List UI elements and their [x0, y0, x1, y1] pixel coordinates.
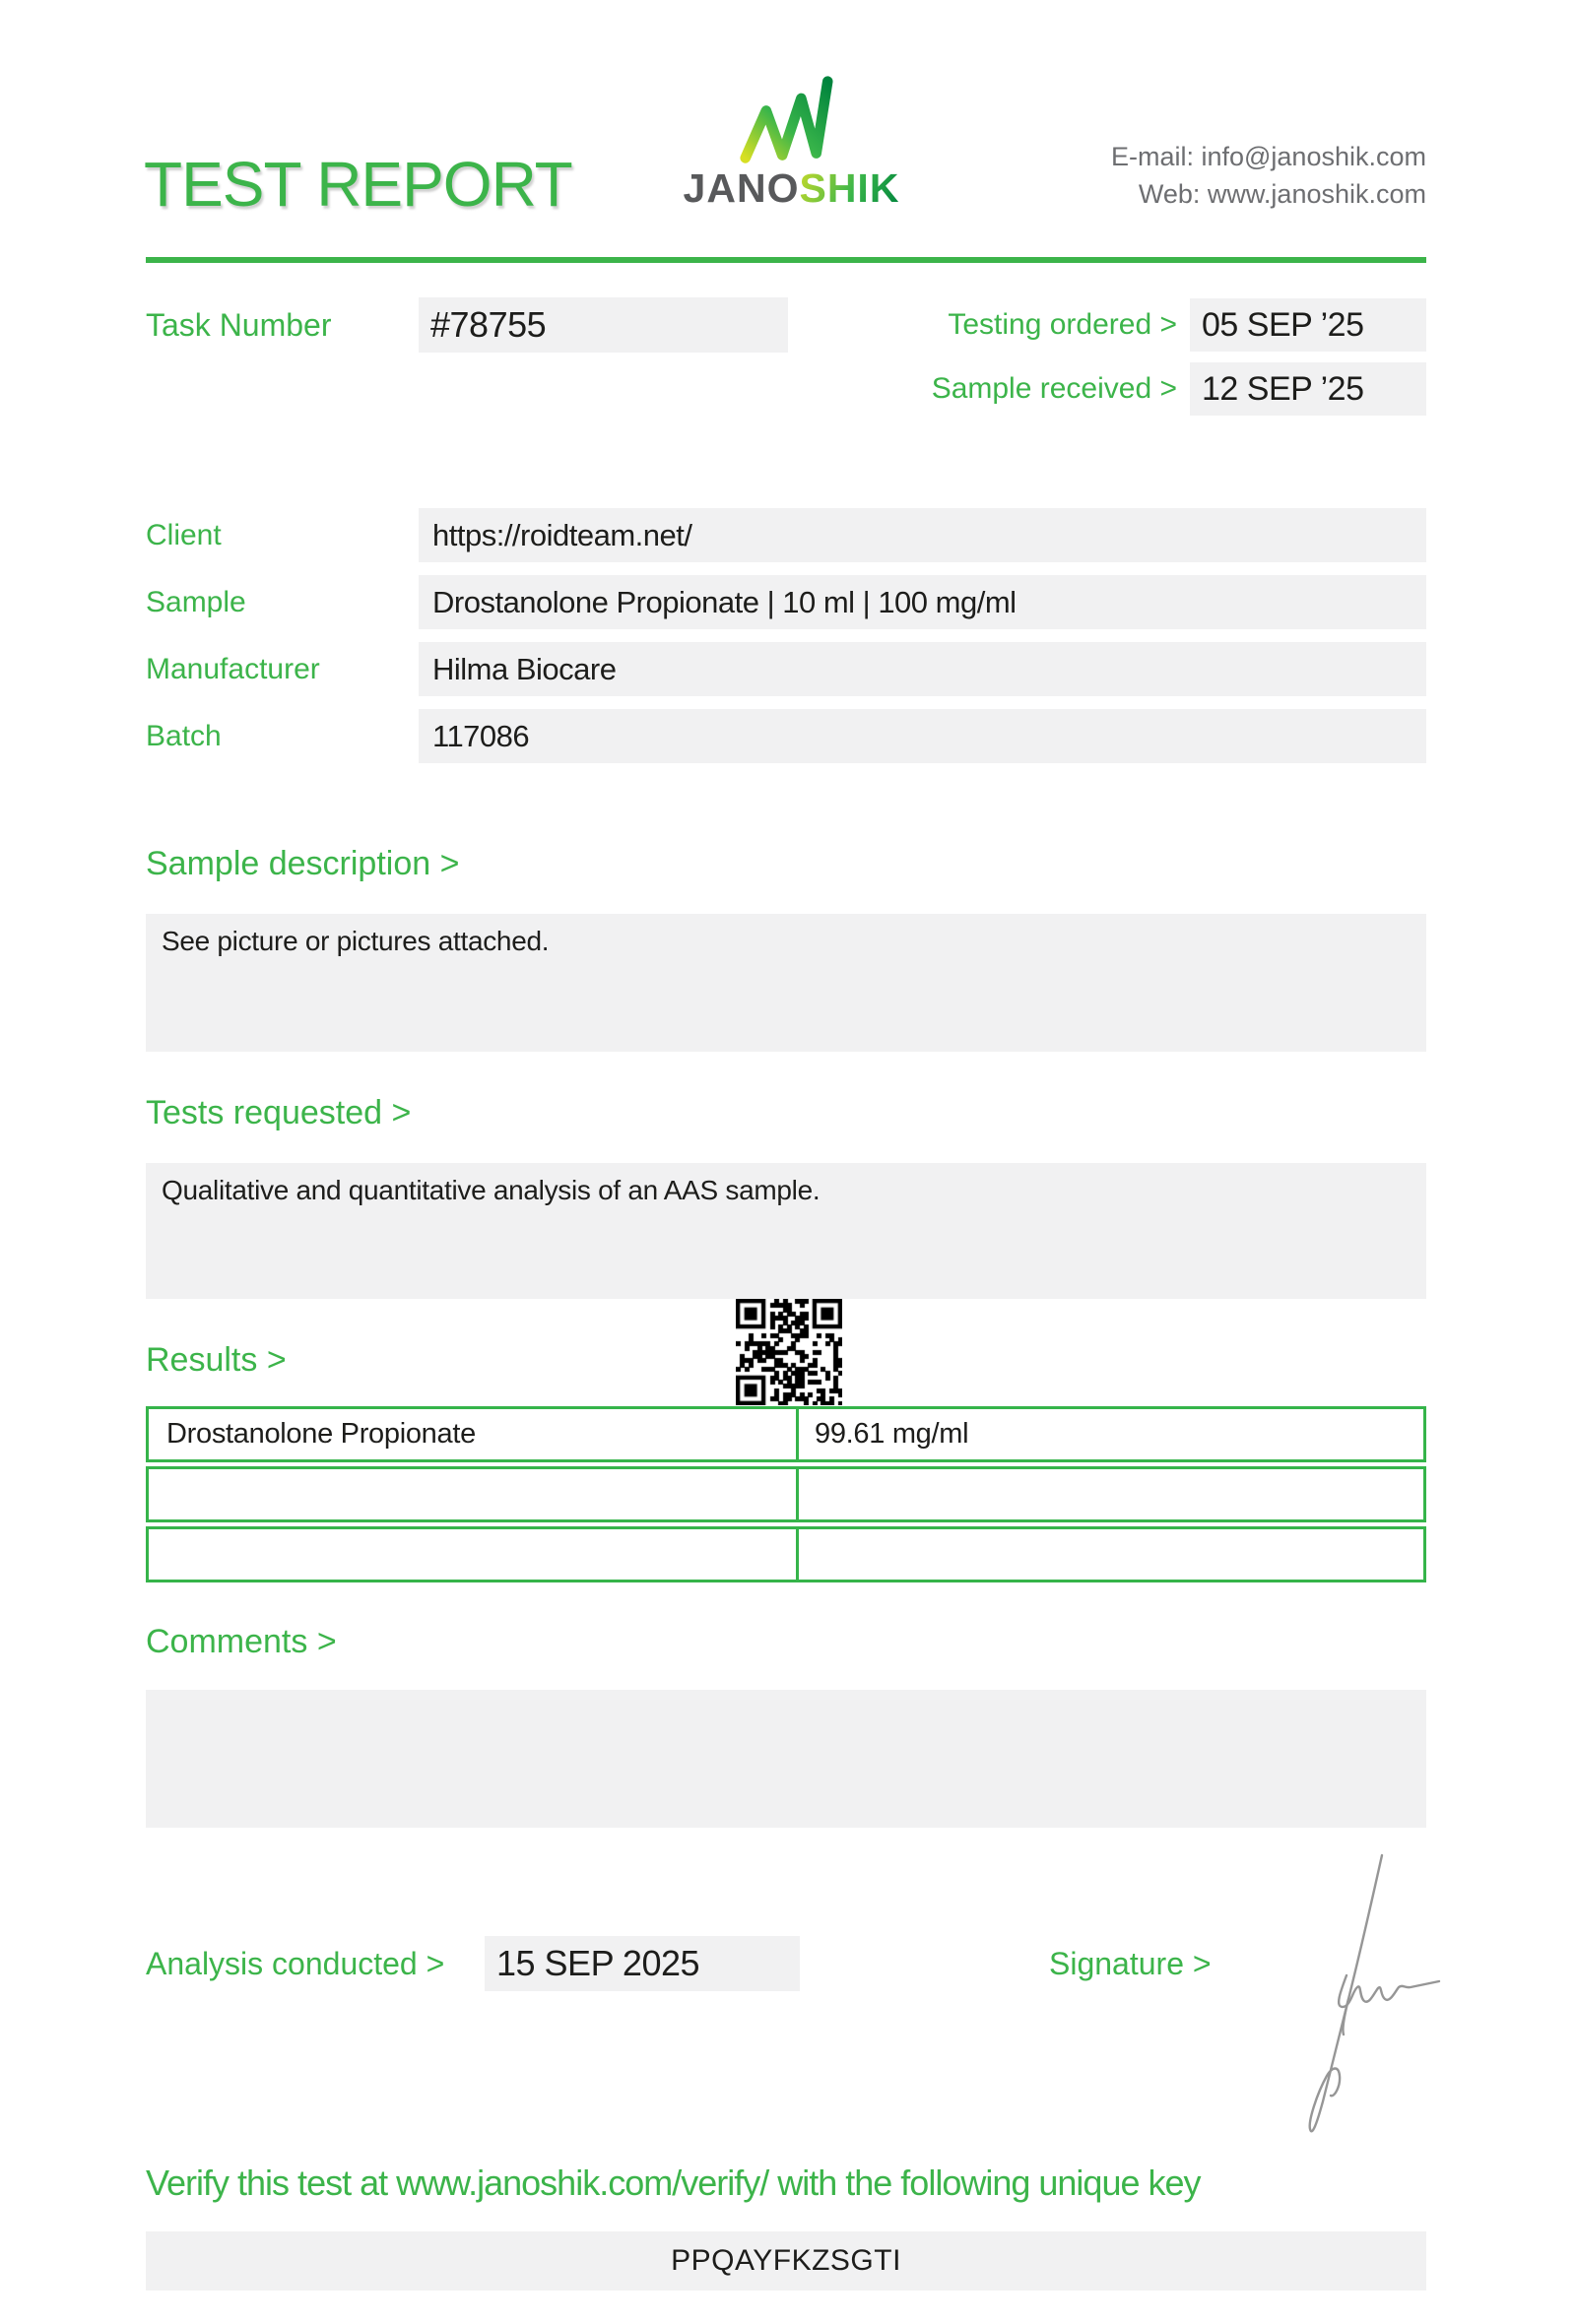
- page-title: TEST REPORT: [144, 149, 572, 220]
- sample-label: Sample: [146, 586, 246, 618]
- result-value-cell: [799, 1529, 1423, 1580]
- growth-chart-icon: [737, 73, 835, 167]
- table-row: [146, 1526, 1426, 1582]
- analysis-conducted-label: Analysis conducted >: [146, 1946, 445, 1981]
- contact-web: Web: www.janoshik.com: [1138, 179, 1426, 209]
- result-analyte-cell: [149, 1529, 799, 1580]
- sample-description-box: [146, 914, 1426, 1052]
- contact-block: [1111, 138, 1426, 213]
- batch-field: [419, 709, 1426, 763]
- signature-label: Signature >: [1049, 1946, 1212, 1981]
- result-value-cell: [799, 1469, 1423, 1519]
- table-row: [146, 1406, 1426, 1462]
- signature-icon: [1266, 1849, 1463, 2140]
- verify-key-field: [146, 2231, 1426, 2291]
- testing-ordered-value: 05 SEP ’25: [1202, 306, 1364, 344]
- comments-box: [146, 1690, 1426, 1828]
- sample-description-heading: Sample description >: [146, 845, 460, 882]
- table-row: [146, 1466, 1426, 1522]
- client-label: Client: [146, 519, 222, 551]
- task-number-label: Task Number: [146, 307, 332, 343]
- testing-ordered-label: Testing ordered >: [948, 308, 1177, 341]
- tests-requested-box: [146, 1163, 1426, 1299]
- client-value: https://roidteam.net/: [432, 518, 692, 552]
- manufacturer-label: Manufacturer: [146, 653, 320, 685]
- sample-value: Drostanolone Propionate | 10 ml | 100 mg/ml: [432, 585, 1017, 619]
- verify-key-value: PPQAYFKZSGTI: [671, 2244, 901, 2277]
- testing-ordered-field: [1190, 298, 1426, 352]
- sample-received-label: Sample received >: [931, 372, 1177, 405]
- client-field: [419, 508, 1426, 562]
- comments-heading: Comments >: [146, 1623, 337, 1660]
- tests-requested-text: Qualitative and quantitative analysis of an AAS sample.: [162, 1175, 821, 1205]
- sample-received-value: 12 SEP ’25: [1202, 370, 1364, 408]
- result-analyte-cell: Drostanolone Propionate: [149, 1409, 799, 1459]
- analysis-date-field: [485, 1936, 800, 1991]
- task-number-value: #78755: [430, 304, 547, 345]
- header-divider: [146, 257, 1426, 263]
- contact-email: E-mail: info@janoshik.com: [1110, 142, 1426, 171]
- batch-label: Batch: [146, 720, 222, 752]
- logo-text-shik: SHIK: [799, 165, 900, 211]
- logo-wordmark: [676, 165, 907, 212]
- sample-description-text: See picture or pictures attached.: [162, 926, 550, 956]
- logo-text-jano: JANO: [683, 165, 800, 211]
- task-number-field: [419, 297, 788, 353]
- qr-code-icon: [736, 1299, 842, 1405]
- tests-requested-heading: Tests requested >: [146, 1094, 412, 1131]
- manufacturer-field: [419, 642, 1426, 696]
- result-analyte-cell: [149, 1469, 799, 1519]
- verify-instruction: Verify this test at www.janoshik.com/verify/ with the following unique key: [146, 2163, 1201, 2203]
- batch-value: 117086: [432, 719, 530, 753]
- sample-field: [419, 575, 1426, 629]
- sample-received-field: [1190, 362, 1426, 416]
- manufacturer-value: Hilma Biocare: [432, 652, 617, 686]
- analysis-date-value: 15 SEP 2025: [496, 1943, 700, 1983]
- results-table: [146, 1406, 1426, 1586]
- result-value-cell: 99.61 mg/ml: [815, 1418, 969, 1450]
- results-heading: Results >: [146, 1341, 287, 1379]
